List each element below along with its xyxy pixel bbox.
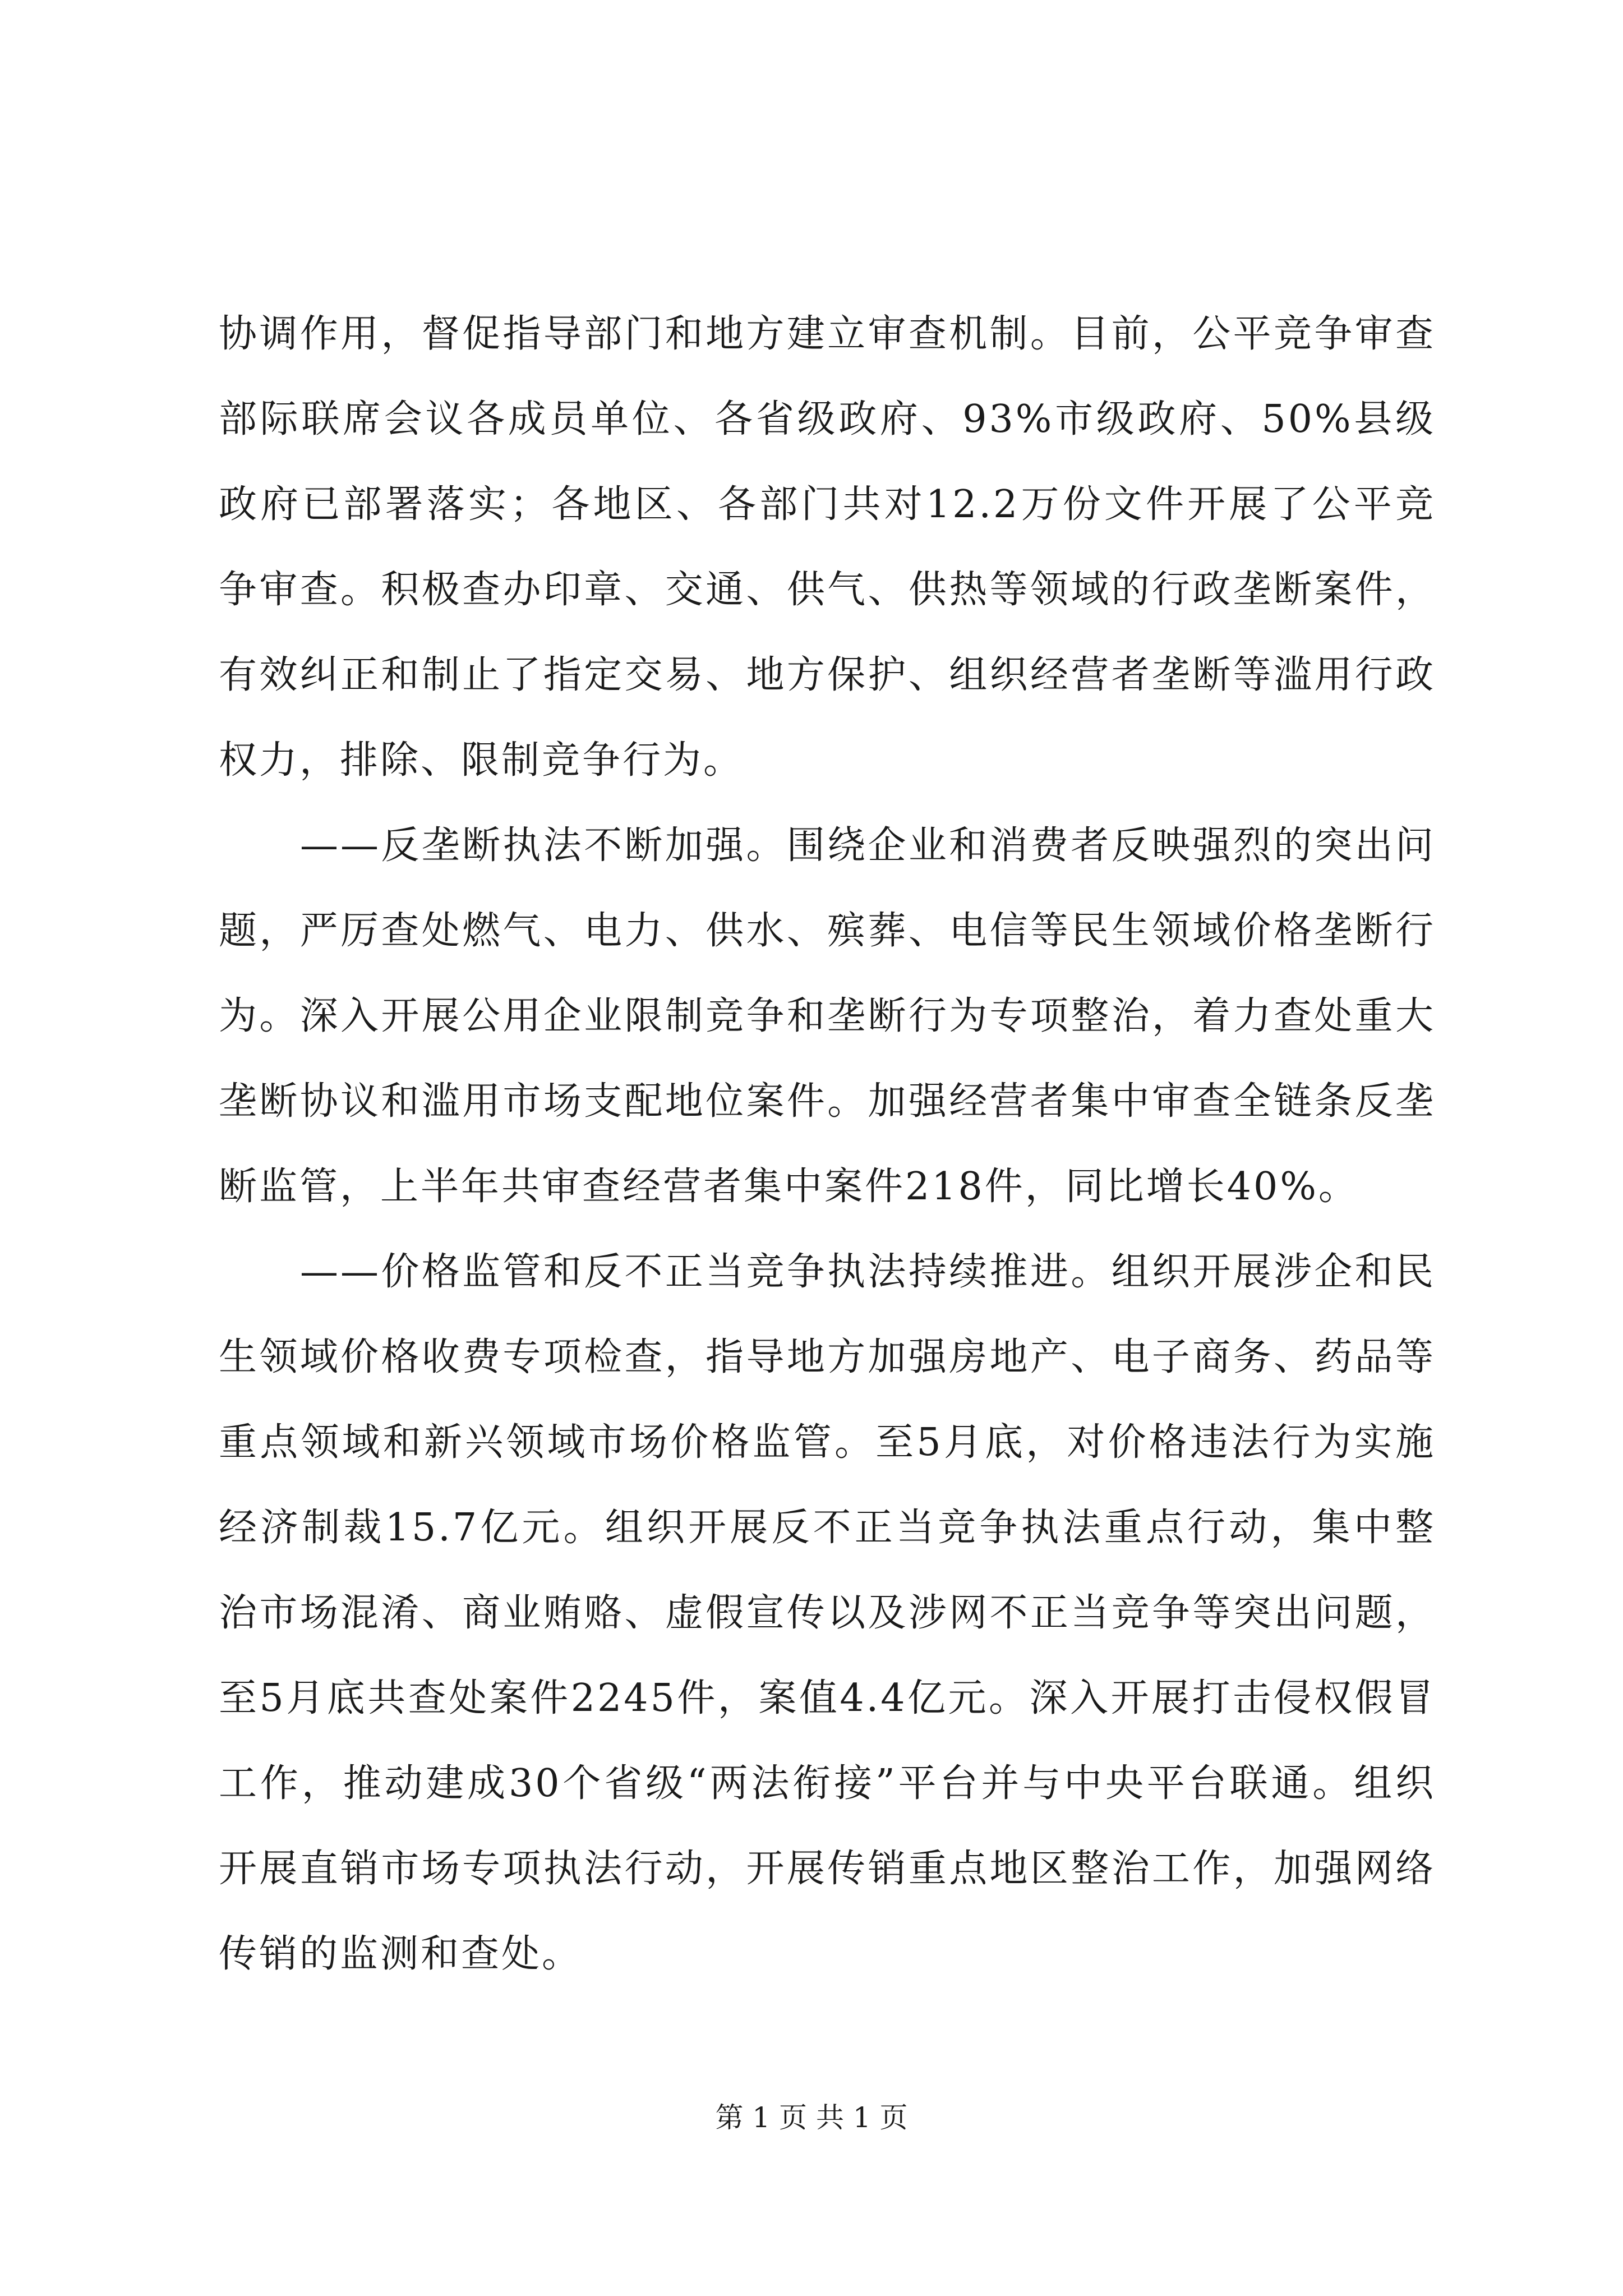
page-footer: 第 1 页 共 1 页 <box>715 2101 908 2134</box>
paragraph-3: ——价格监管和反不正当竞争执法持续推进。组织开展涉企和民生领域价格收费专项检查，指导地方加强房地产、电子商务、药品等重点领域和新兴领域市场价格监管。至5月底，对价格违法行为实施经济制裁15.7亿元。组织开展反不正当竞争执法重点行动，集中整治市场混淆、商业贿赂、虚假宣传以及涉网不正当竞争等突出问题，至5月底共查处案件2245件，案值4.4亿元。深入开展打击侵权假冒工作，推动建成30个省级“两法衔接”平台并与中央平台联通。组织开展直销市场专项执法行动，开展传销重点地区整治工作，加强网络传销的监测和查处。 <box>219 1250 1436 1976</box>
paragraph-2: ——反垄断执法不断加强。围绕企业和消费者反映强烈的突出问题，严厉查处燃气、电力、供水、殡葬、电信等民生领域价格垄断行为。深入开展公用企业限制竞争和垄断行为专项整治，着力查处重大垄断协议和滥用市场支配地位案件。加强经营者集中审查全链条反垄断监管，上半年共审查经营者集中案件218件，同比增长40%。 <box>219 823 1436 1209</box>
document-body <box>219 292 1436 1997</box>
paragraph-1: 协调作用，督促指导部门和地方建立审查机制。目前，公平竞争审查部际联席会议各成员单位、各省级政府、93%市级政府、50%县级政府已部署落实；各地区、各部门共对12.2万份文件开展了公平竞争审查。积极查办印章、交通、供气、供热等领域的行政垄断案件，有效纠正和制止了指定交易、地方保护、组织经营者垄断等滥用行政权力，排除、限制竞争行为。 <box>219 312 1436 783</box>
